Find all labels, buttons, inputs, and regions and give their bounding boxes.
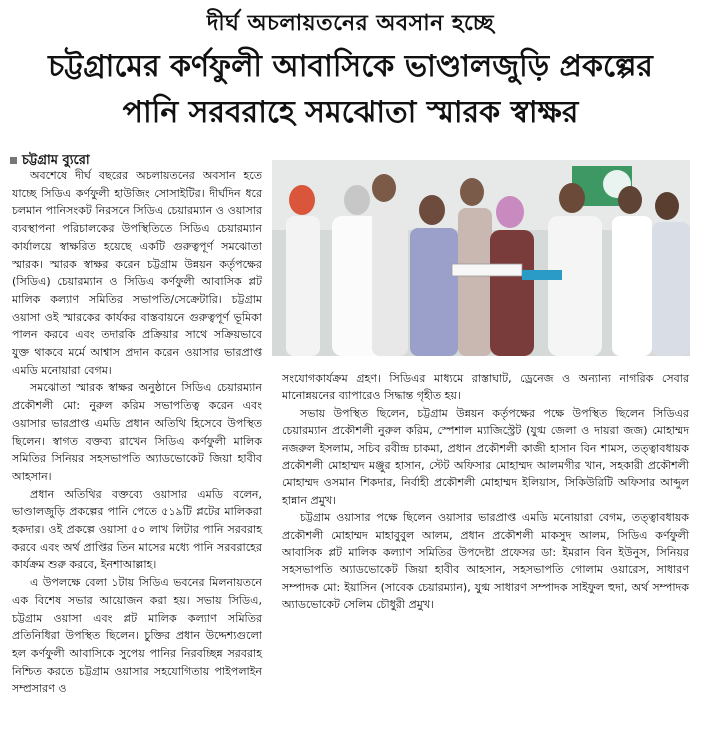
paragraph: চট্টগ্রাম ওয়াসার পক্ষে ছিলেন ওয়াসার ভারপ্রাপ্ত এমডি মনোয়ারা বেগম, তত্ত্বাবধায়ক প্রকৌশলী মোহাম্মদ মাহাবুবুল আলম, প্রধান প্রকৌশলী মাকসুদ আলম, সিডিএ কর্ণফুলী আবাসিক প্লট মালিক কল্যাণ সমিতির উপদেষ্টা প্রফেসর ডা: ইমরান বিন ইউনুস, সিনিয়র সহসভাপতি অ্যাডভোকেট জিয়া হাবীব আহসান, সহসভাপতি গোলাম ওয়ারেস, সাধারণ সম্পাদক মো: ইয়াসিন (সাবেক চেয়ারম্যান), যুগ্ম সাধারণ সম্পাদক সাইফুল হুদা, অর্থ সম্পাদক অ্যাডভোকেট সেলিম চৌধুরী প্রমুখ। [282, 511, 689, 612]
kicker-title: দীর্ঘ অচলায়তনের অবসান হচ্ছে [206, 11, 495, 36]
paragraph: সংযোগকার্যক্রম গ্রহণ। সিডিএর মাধ্যমে রাস্তাঘাট, ড্রেনেজ ও অন্যান্য নাগরিক সেবার মানোন্নয়নের ব্যাপারেও সিদ্ধান্ত গৃহীত হয়। [282, 372, 689, 403]
paragraph: প্রধান অতিথির বক্তব্যে ওয়াসার এমডি বলেন, ভাণ্ডালজুড়ি প্রকল্পের পানি পেতে ৫১৯টি প্লটের মালিকরা হকদার। ওই প্রকল্পে ওয়াসা ৫০ লাখ লিটার পানি সরবরাহ করবে এবং অর্থ প্রাপ্তির তিন মাসের মধ্যে পানি সরবরাহের কার্যক্রম শুরু করবে, ইনশাআল্লাহ। [12, 487, 262, 572]
headline-line-2: পানি সরবরাহে সমঝোতা স্মারক স্বাক্ষর [122, 95, 579, 130]
byline-text: চট্টগ্রাম ব্যুরো [22, 153, 90, 168]
photo-illustration [272, 160, 690, 356]
article-column-right [282, 370, 689, 614]
paragraph: অবশেষে দীর্ঘ বছরের অচলায়তনের অবসান হতে যাচ্ছে সিডিএ কর্ণফুলী হাউজিং সোসাইটির। দীর্ঘদিন ধরে চলমান পানিসংকট নিরসনে সিডিএ চেয়ারম্যান ও ওয়াসার ব্যবস্থাপনা পরিচালকের উপস্থিতিতে সিডিএ চেয়ারম্যান কার্যালয়ে স্বাক্ষরিত হয়েছে একটি গুরুত্বপূর্ণ সমঝোতা স্মারক। স্মারক স্বাক্ষর করেন চট্টগ্রাম উন্নয়ন কর্তৃপক্ষের (সিডিএ) চেয়ারম্যান ও সিডিএ কর্ণফুলী আবাসিক প্লট মালিক কল্যাণ সমিতির সভাপতি/সেক্রেটারি। চট্টগ্রাম ওয়াসা ওই স্মারকের কার্যকর বাস্তবায়নে গুরুত্বপূর্ণ ভূমিকা পালন করবে এবং তদারকি প্রক্রিয়ার সাথে সক্রিয়ভাবে যুক্ত থাকবে মর্মে আশ্বাস প্রদান করেন ওয়াসার ভারপ্রাপ্ত এমডি মনোয়ারা বেগম। [12, 169, 262, 377]
bullet-icon [10, 157, 17, 164]
paragraph: সমঝোতা স্মারক স্বাক্ষর অনুষ্ঠানে সিডিএ চেয়ারম্যান প্রকৌশলী মো: নুরুল করিম সভাপতিত্ব করেন এবং ওয়াসার ভারপ্রাপ্ত এমডি প্রধান অতিথি হিসেবে উপস্থিত ছিলেন। স্বাগত বক্তব্য রাখেন সিডিএ কর্ণফুলী মালিক সমিতির সিনিয়র সহসভাপতি অ্যাডভোকেট জিয়া হাবীব আহসান। [12, 381, 262, 483]
paragraph: সভায় উপস্থিত ছিলেন, চট্টগ্রাম উন্নয়ন কর্তৃপক্ষের পক্ষে উপস্থিত ছিলেন সিডিএর চেয়ারম্যান প্রকৌশলী নুরুল করিম, স্পেশাল ম্যাজিস্ট্রেট (যুগ্ম জেলা ও দায়রা জজ) মোহাম্মদ নজরুল ইসলাম, সচিব রবীন্দ্র চাকমা, প্রধান প্রকৌশলী কাজী হাসান বিন শামস, তত্ত্বাবধায়ক প্রকৌশলী মোহাম্মদ মঞ্জুর হাসান, স্টেট অফিসার মোহাম্মদ আলমগীর খান, সহকারী প্রকৌশলী মোহাম্মদ ওসমান শিকদার, নির্বাহী প্রকৌশলী মোহাম্মদ ইলিয়াস, সিকিউরিটি অফিসার আব্দুল হান্নান প্রমুখ। [282, 406, 689, 507]
headline [8, 44, 693, 136]
headline-line-1: চট্টগ্রামের কর্ণফুলী আবাসিকে ভাণ্ডালজুড়ি প্রকল্পের [48, 49, 653, 84]
paragraph: এ উপলক্ষে বেলা ১টায় সিডিএ ভবনের মিলনায়তনে এক বিশেষ সভার আয়োজন করা হয়। সভায় সিডিএ, চট্টগ্রাম ওয়াসা এবং প্লট মালিক কল্যাণ সমিতির প্রতিনিধিরা উপস্থিত ছিলেন। চুক্তির প্রধান উদ্দেশ্যগুলো হল কর্ণফুলী আবাসিকে সুপেয় পানির নিরবচ্ছিন্ন সরবরাহ নিশ্চিত করতে চট্টগ্রাম ওয়াসার সহযোগিতায় পাইপলাইন সম্প্রসারণ ও [12, 576, 262, 696]
article-column-left [12, 167, 262, 698]
news-photo [272, 160, 690, 356]
